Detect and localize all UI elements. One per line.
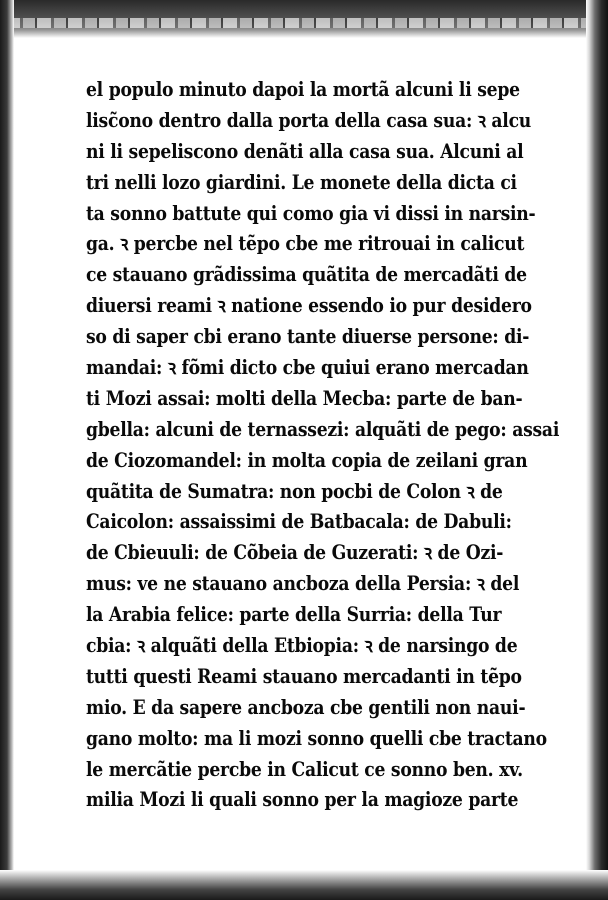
text-line: mus: ve ne stauano ancboza della Persia: ꝛ del xyxy=(86,571,520,596)
text-line: gano molto: ma li mozi sonno quelli cbe tractano xyxy=(86,725,547,750)
text-line: mio. E da sapere ancboza cbe gentili non naui- xyxy=(86,694,526,719)
page-bottom-edge xyxy=(0,870,608,900)
text-line: so di saper cbi erano tante diuerse persone: di- xyxy=(86,324,530,349)
text-line: milia Mozi li quali sonno per la magioze parte xyxy=(86,787,519,812)
text-line: cbia: ꝛ alquãti della Etbiopia: ꝛ de narsingo de xyxy=(86,633,518,658)
text-line: ni li sepeliscono denãti alla casa sua. Alcuni al xyxy=(86,138,524,163)
text-line: la Arabia felice: parte della Surria: della Tur xyxy=(86,602,502,627)
text-line: tri nelli lozo giardini. Le monete della dicta ci xyxy=(86,169,517,194)
text-line: diuersi reami ꝛ natione essendo io pur desidero xyxy=(86,293,532,318)
text-line: Caicolon: assaissimi de Batbacala: de Dabuli: xyxy=(86,509,512,534)
text-line: lisc̃ono dentro dalla porta della casa sua: ꝛ alcu xyxy=(86,107,532,132)
page-top-shadow xyxy=(6,18,602,28)
text-line: mandai: ꝛ fõmi dicto cbe quiui erano mercadan xyxy=(86,355,529,380)
text-line: de Cbieuuli: de Cõbeia de Guzerati: ꝛ de Ozi- xyxy=(86,540,504,565)
text-line: tutti questi Reami stauano mercadanti in tẽpo xyxy=(86,663,522,688)
page-right-edge xyxy=(586,0,608,900)
text-line: de Ciozomandel: in molta copia de zeilani gran xyxy=(86,447,528,472)
text-line: ta sonno battute qui como gia vi dissi in narsin- xyxy=(86,200,536,225)
text-line: quãtita de Sumatra: non pocbi de Colon ꝛ de xyxy=(86,478,503,503)
text-line: ti Mozi assai: molti della Mecba: parte de ban- xyxy=(86,385,523,410)
text-line: gbella: alcuni de ternassezi: alquãti de pego: assai xyxy=(86,416,560,441)
text-line: ce stauano grãdissima quãtita de mercadãti de xyxy=(86,262,527,287)
body-text xyxy=(86,74,572,815)
text-line: el populo minuto dapoi la mortã alcuni li sepe xyxy=(86,77,520,101)
text-line: ga. ꝛ percbe nel tẽpo cbe me ritrouai in calicut xyxy=(86,231,525,256)
page-left-edge xyxy=(0,0,14,900)
text-line: le mercãtie percbe in Calicut ce sonno ben. xv. xyxy=(86,756,523,781)
